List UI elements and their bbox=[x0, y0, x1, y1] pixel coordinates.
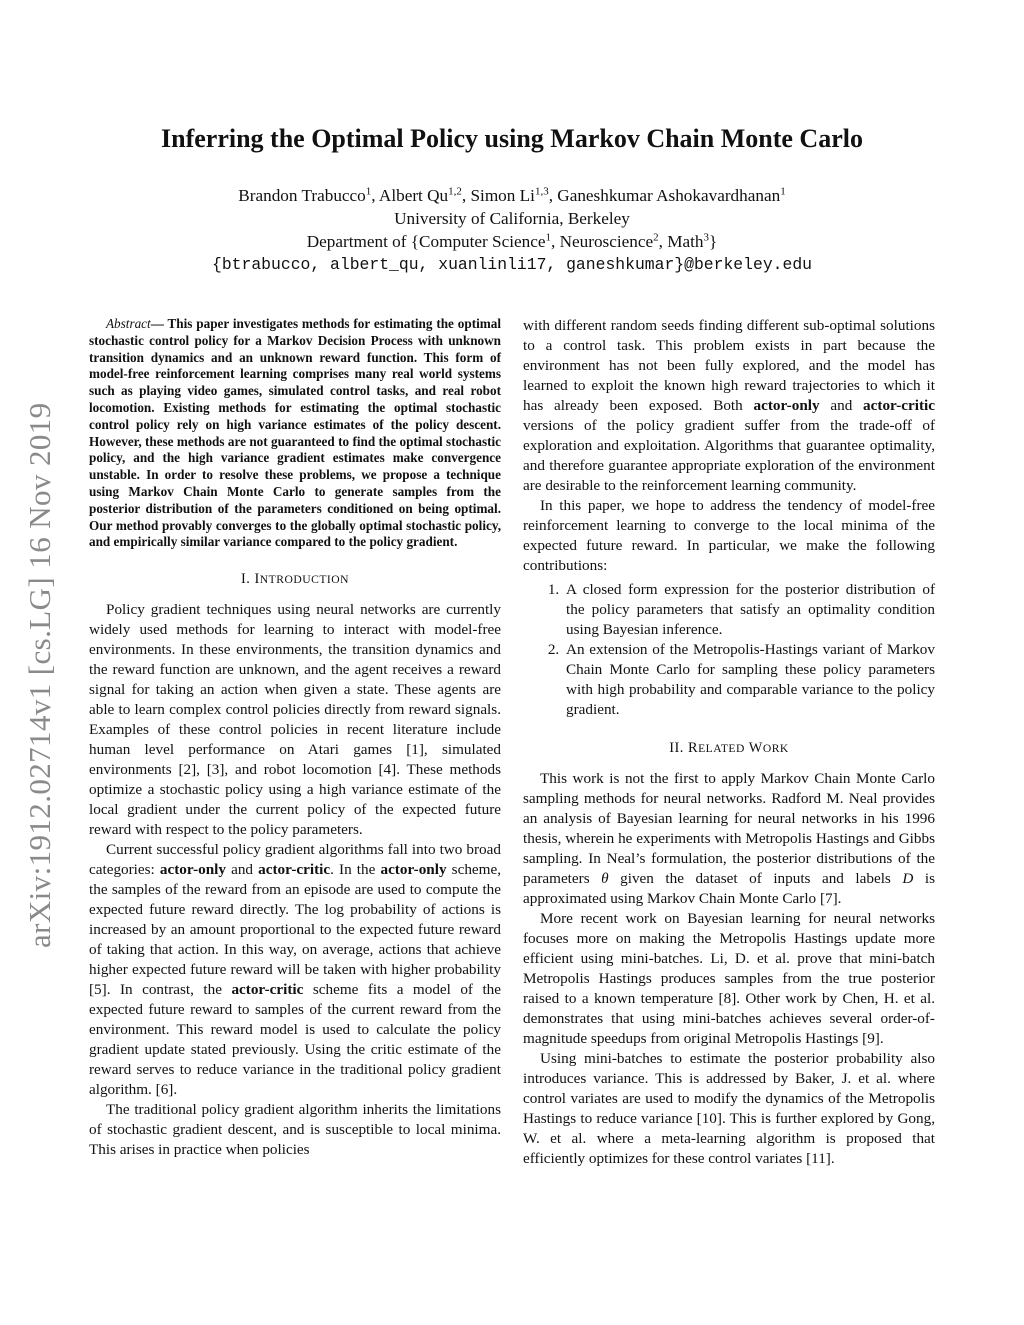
list-item: 2. An extension of the Metropolis-Hastings variant of Markov Chain Monte Carlo for sampling these policy parameters with high probability and comparable variance to the policy gradient. bbox=[563, 640, 935, 720]
author-name: Albert Qu bbox=[378, 186, 449, 205]
intro-paragraph-1: Policy gradient techniques using neural networks are currently widely used methods for learning to interact with model-free environments. In these environments, the transition dynamics and the reward function are unknown, and the agent receives a reward signal for taking an action when given a state. These agents are able to learn complex control policies directly from reward signals. Examples of these control policies in recent literature include human level performance on Atari games [1], simulated environments [2], [3], and robot locomotion [4]. These methods optimize a stochastic policy using a high variance estimate of the local gradient under the current policy of the expected future reward with respect to the policy parameters. bbox=[89, 601, 501, 839]
paper-title: Inferring the Optimal Policy using Markov Chain Monte Carlo bbox=[161, 124, 863, 153]
abstract-text: — This paper investigates methods for estimating the optimal stochastic control policy for a Markov Decision Process with unknown transition dynamics and an unknown reward function. This form of model-free reinforcement learning comprises many real world systems such as playing video games, simulated control tasks, and real robot locomotion. Existing methods for estimating the optimal stochastic control policy rely on high variance estimates of the policy descent. However, these methods are not guaranteed to find the optimal stochastic policy, and the high variance gradient estimates make convergence unstable. In order to resolve these problems, we propose a technique using Markov Chain Monte Carlo to generate samples from the posterior distribution of the parameters conditioned on being optimal. Our method provably converges to the globally optimal stochastic policy, and empirically similar variance compared to the policy gradient. bbox=[89, 316, 501, 550]
contributions-paragraph: In this paper, we hope to address the tendency of model-free reinforcement learning to converge to the local minima of the expected future reward. In particular, we make the following contributions: bbox=[523, 497, 935, 574]
author-affil-sup: 1,2 bbox=[448, 185, 462, 198]
related-work-paragraph-2: More recent work on Bayesian learning for neural networks focuses more on making the Metropolis Hastings update more efficient using mini-batches. Li, D. et al. prove that mini-batch Metropolis Hastings produces samples from the true posterior raised to a known temperature [8]. Other work by Chen, H. et al. demonstrates that using mini-batches achieves several order-of-magnitude speedups from original Metropolis Hastings [9]. bbox=[523, 910, 935, 1047]
abstract bbox=[89, 316, 501, 551]
intro-paragraph-3-continued: with different random seeds finding different sub-optimal solutions to a control task. This problem exists in part because the environment has not been fully explored, and the model has learned to exploit the known high reward trajectories to which it has already been exposed. Both actor-only and actor-critic versions of the policy gradient suffer from the trade-off of exploration and exploitation. Algorithms that guarantee optimality, and therefore guarantee appropriate exploration of the environment are desirable to the reinforcement learning community. bbox=[523, 317, 935, 494]
author-emails: {btrabucco, albert_qu, xuanlinli17, ganeshkumar}@berkeley.edu bbox=[212, 255, 812, 274]
author-name: Brandon Trabucco bbox=[238, 186, 366, 205]
author-affil-sup: 1,3 bbox=[534, 185, 549, 198]
abstract-label: Abstract bbox=[106, 316, 151, 331]
intro-paragraph-2: Current successful policy gradient algorithms fall into two broad categories: actor-only and actor-critic. In the actor-only scheme, the samples of the reward from an episode are used to compute the expected future reward directly. The log probability of actions is increased by an amount proportional to the expected future reward of taking that action. In this way, on average, actions that achieve higher expected future reward will be taken with higher probability [5]. In contrast, the actor-critic scheme fits a model of the expected future reward to samples of the current reward from the environment. This reward model is used to calculate the policy gradient update stated previously. Using the critic estimate of the reward serves to reduce variance in the traditional policy gradient algorithm. [6]. bbox=[89, 841, 502, 1099]
section-heading-related-work: II. RELATED WORK bbox=[669, 740, 789, 756]
related-work-paragraph-1: This work is not the first to apply Markov Chain Monte Carlo sampling methods for neural networks. Radford M. Neal provides an analysis of Bayesian learning for neural networks in his 1996 thesis, wherein he experiments with Metropolis Hastings and Gibbs sampling. In Neal’s formulation, the posterior distributions of the parameters θ given the dataset of inputs and labels D is approximated using Markov Chain Monte Carlo [7]. bbox=[523, 770, 935, 907]
arxiv-identifier-stamp: arXiv:1912.02714v1 [cs.LG] 16 Nov 2019 bbox=[22, 402, 57, 948]
author-name: Ganeshkumar Ashokavardhanan bbox=[557, 186, 781, 205]
author-name: Simon Li bbox=[470, 186, 535, 205]
author-block bbox=[0, 184, 1024, 276]
author-names: Brandon Trabucco$^1$, Albert Qu$^{1,2}$, Simon Li$^{1,3}$, Ganeshkumar Ashokavardhanan$^1$ bbox=[238, 185, 786, 205]
related-work-paragraph-3: Using mini-batches to estimate the posterior probability also introduces variance. This is addressed by Baker, J. et al. where control variates are used to modify the dynamics of the Metropolis Hastings to reduce variance [10]. This is further explored by Gong, W. et al. where a meta-learning algorithm is proposed that efficiently optimizes for these control variates [11]. bbox=[523, 1050, 935, 1167]
university: University of California, Berkeley bbox=[394, 209, 630, 228]
right-column bbox=[523, 316, 935, 1169]
intro-paragraph-3: The traditional policy gradient algorithm inherits the limitations of stochastic gradient descent, and is susceptible to local minima. This arises in practice when policies bbox=[89, 1101, 501, 1159]
department-line: Department of {Computer Science$^1$, Neuroscience$^2$, Math$^3$} bbox=[306, 231, 718, 251]
author-affil-sup: 1 bbox=[780, 185, 786, 198]
contributions-list bbox=[523, 580, 935, 720]
left-column bbox=[89, 316, 501, 1160]
section-heading-introduction: I. INTRODUCTION bbox=[240, 571, 350, 588]
list-item: 1. A closed form expression for the posterior distribution of the policy parameters that satisfy an optimality condition using Bayesian inference. bbox=[563, 580, 935, 640]
author-affil-sup: 1 bbox=[365, 185, 372, 198]
